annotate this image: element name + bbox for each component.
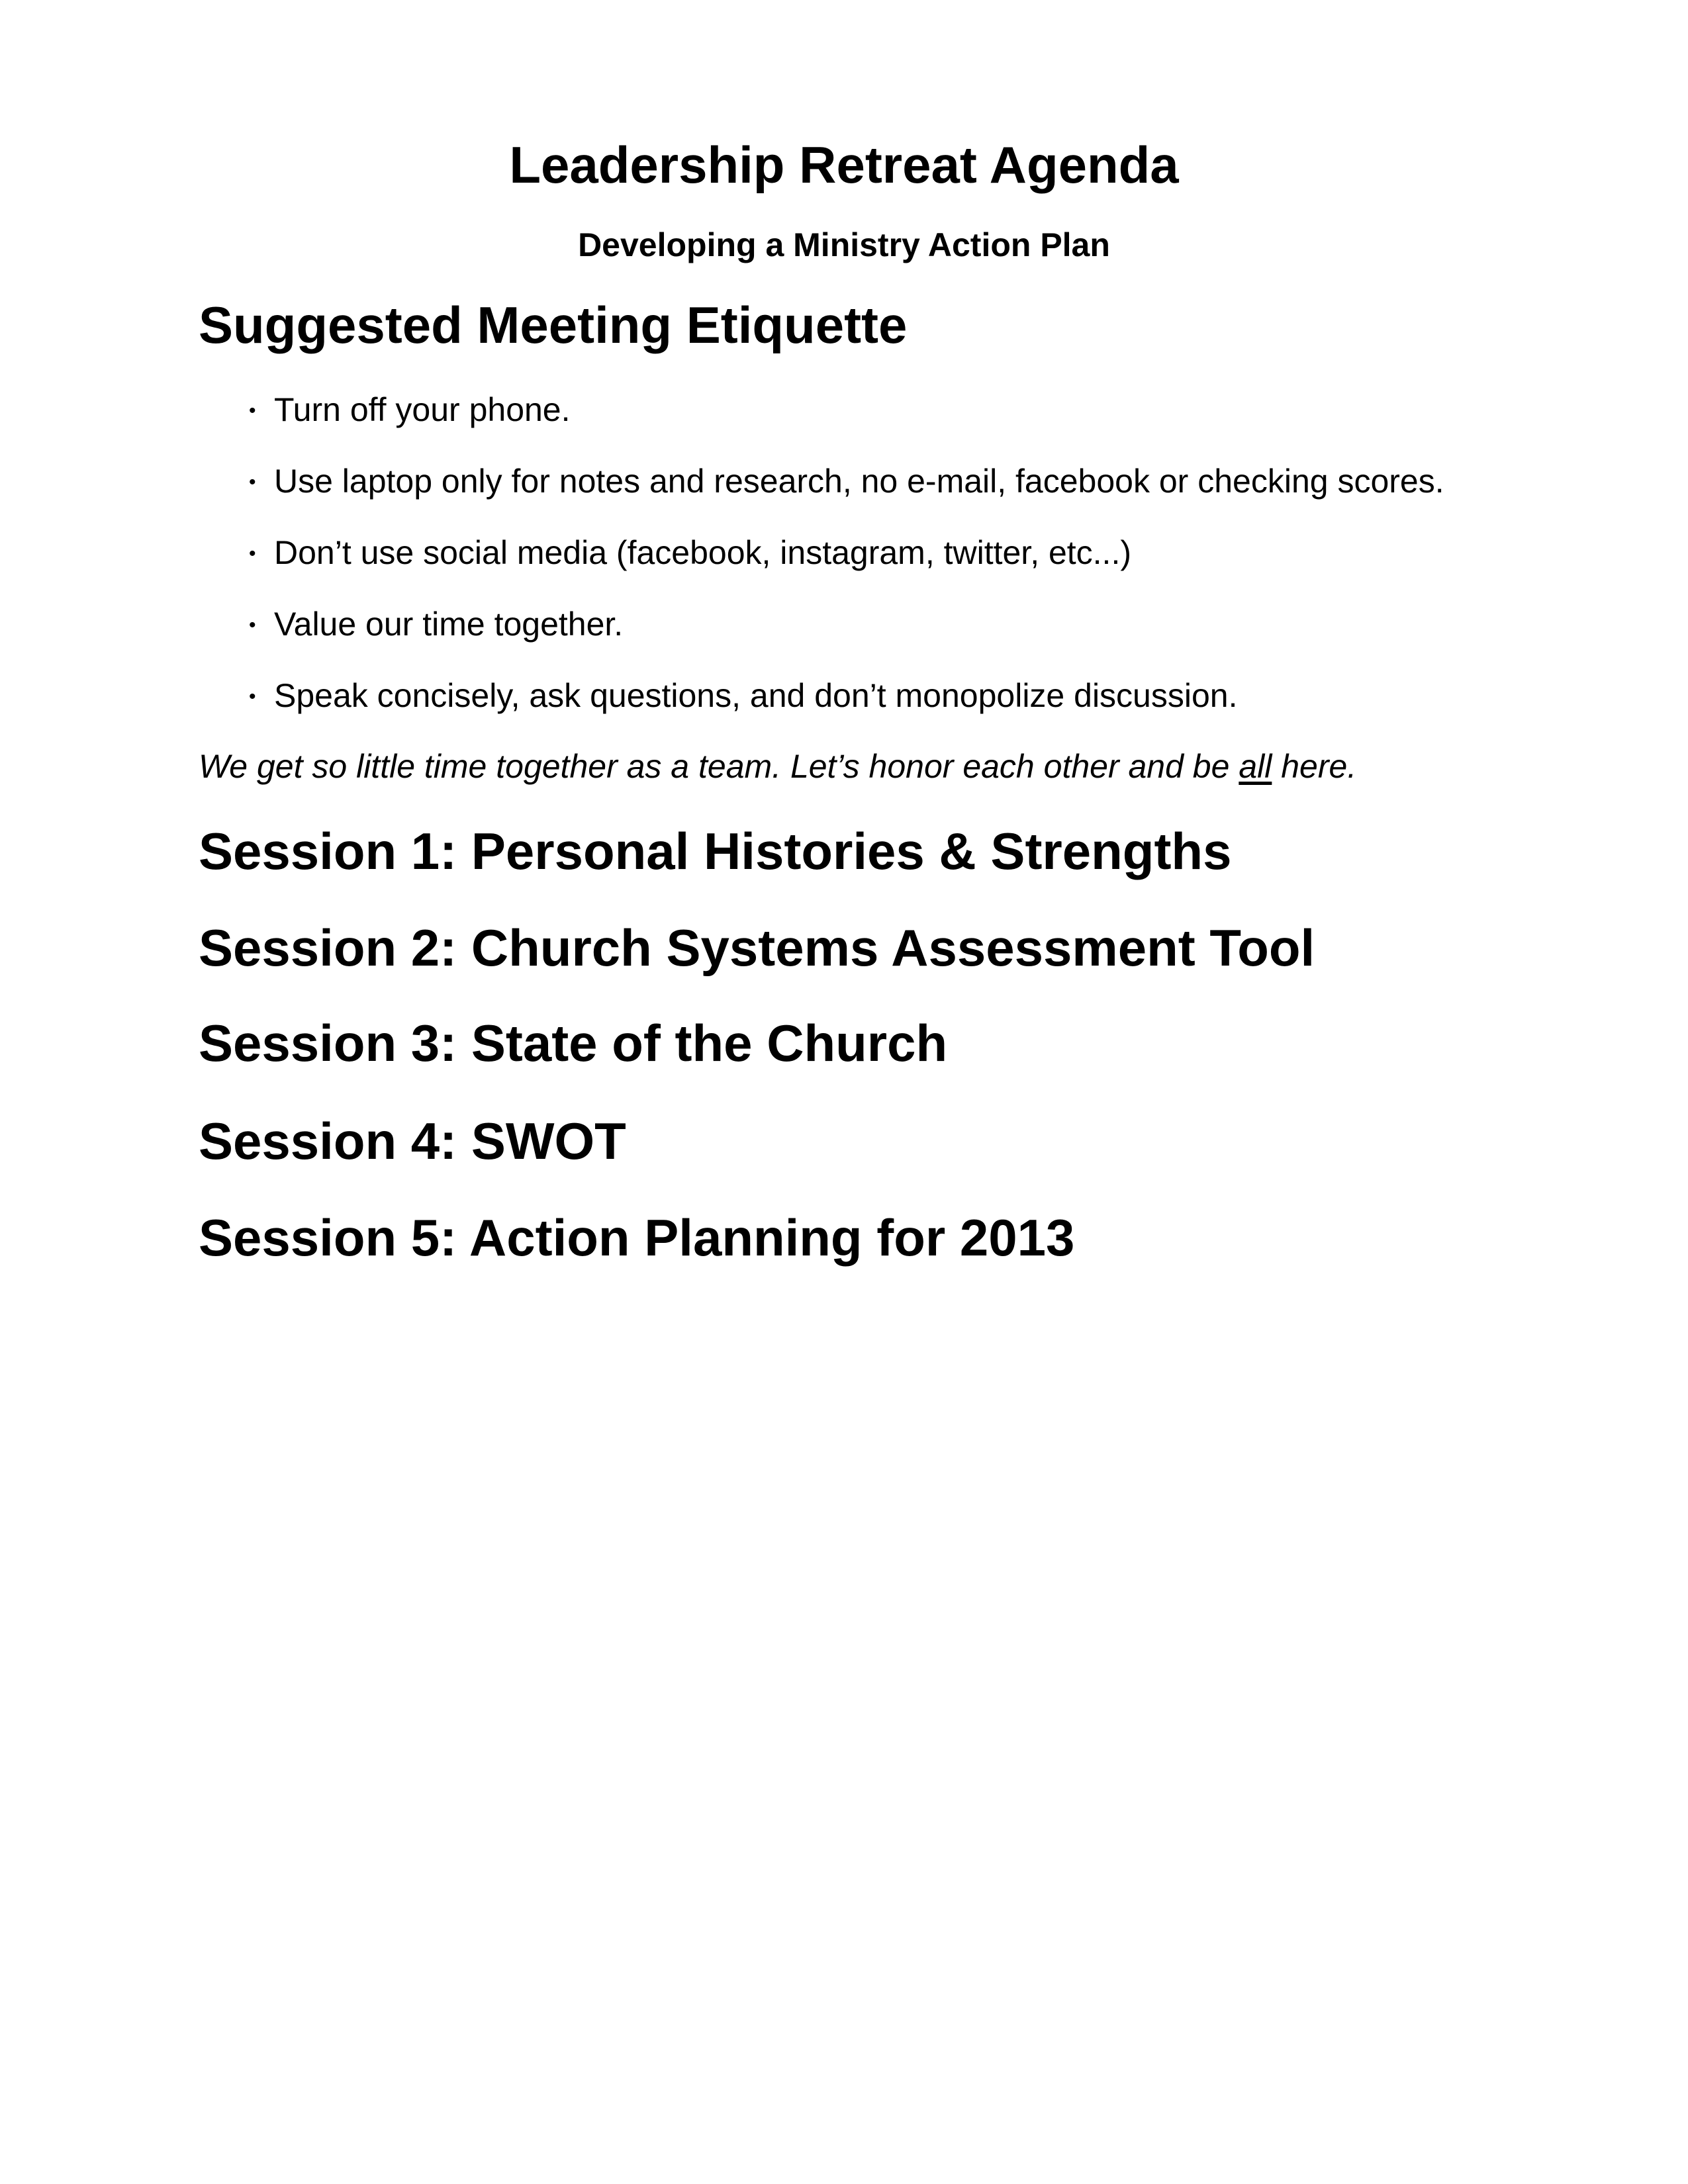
bullet-icon: •	[249, 686, 256, 707]
session-heading-5: Session 5: Action Planning for 2013	[199, 1208, 1075, 1267]
closing-text-after: here.	[1272, 748, 1357, 785]
closing-text-before: We get so little time together as a team. Let’s honor each other and be	[199, 748, 1239, 785]
session-heading-4: Session 4: SWOT	[199, 1112, 626, 1170]
closing-statement	[199, 750, 1356, 783]
document-title: Leadership Retreat Agenda	[509, 136, 1179, 194]
bullet-icon: •	[249, 543, 256, 565]
etiquette-item	[249, 679, 1444, 751]
bullet-icon: •	[249, 471, 256, 493]
etiquette-item	[249, 608, 1444, 679]
closing-emphasis: all	[1239, 748, 1272, 785]
etiquette-item	[249, 465, 1444, 536]
etiquette-heading: Suggested Meeting Etiquette	[199, 296, 908, 354]
etiquette-item-text: Speak concisely, ask questions, and don’t monopolize discussion.	[274, 677, 1238, 714]
session-heading-2: Session 2: Church Systems Assessment Tool	[199, 919, 1315, 977]
etiquette-item-text: Value our time together.	[274, 606, 624, 643]
bullet-icon: •	[249, 400, 256, 422]
session-heading-3: Session 3: State of the Church	[199, 1014, 948, 1072]
document-subtitle: Developing a Ministry Action Plan	[578, 226, 1110, 263]
bullet-icon: •	[249, 614, 256, 636]
session-heading-1: Session 1: Personal Histories & Strengths	[199, 822, 1232, 880]
etiquette-item-text: Use laptop only for notes and research, no e-mail, facebook or checking scores.	[274, 463, 1444, 500]
etiquette-list	[249, 393, 1444, 751]
etiquette-item-text: Don’t use social media (facebook, instagram, twitter, etc...)	[274, 534, 1131, 571]
etiquette-item	[249, 536, 1444, 608]
etiquette-item-text: Turn off your phone.	[274, 391, 571, 428]
etiquette-item	[249, 393, 1444, 465]
